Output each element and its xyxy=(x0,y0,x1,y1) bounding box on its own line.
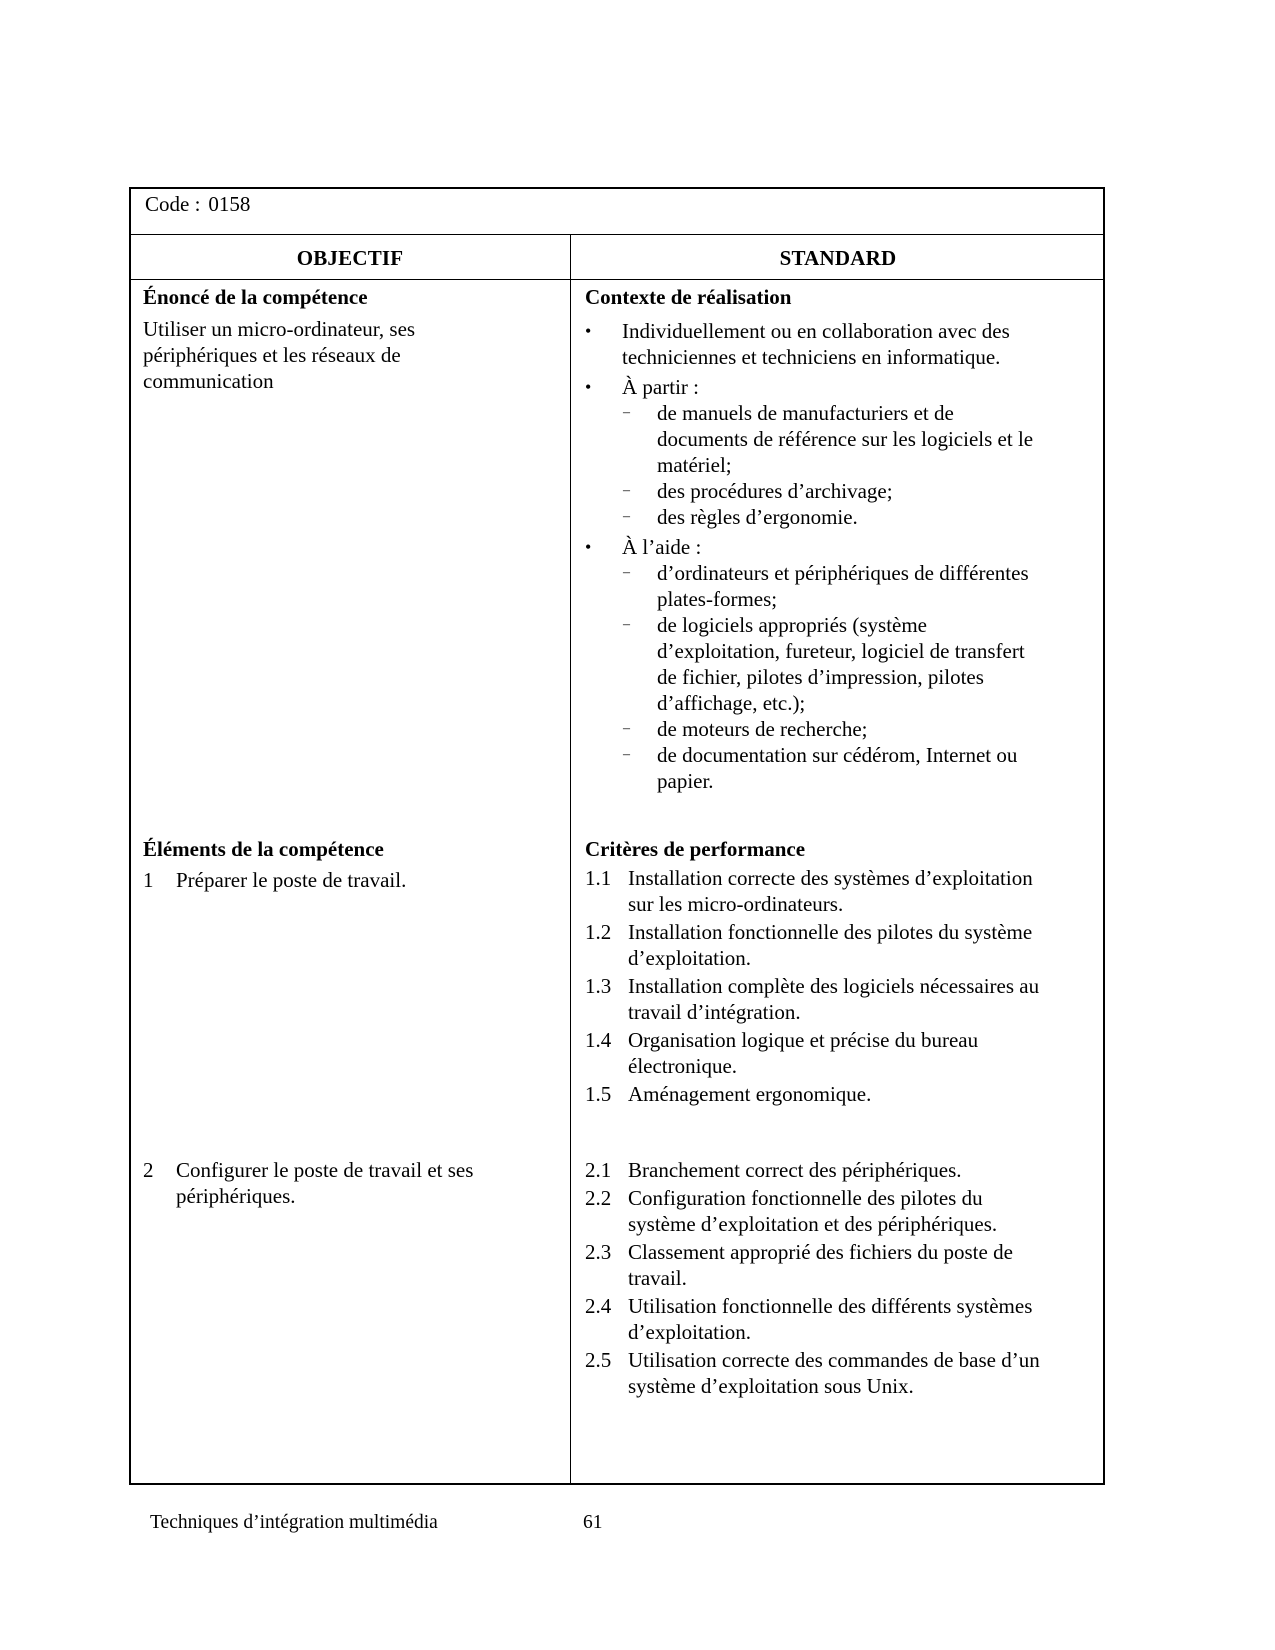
sub-line: plates-formes; xyxy=(657,587,778,611)
critere-line: sur les micro-ordinateurs. xyxy=(628,892,844,916)
criteres-group-2 xyxy=(585,1157,1100,1399)
sub-list xyxy=(622,560,1095,794)
criteres-group-1 xyxy=(585,865,1100,1107)
critere-item xyxy=(585,1027,1100,1079)
dash-icon: – xyxy=(623,509,630,524)
critere-line: d’exploitation. xyxy=(628,946,752,970)
critere-line: d’exploitation. xyxy=(628,1320,752,1344)
sub-item xyxy=(622,504,1095,530)
critere-line: système d’exploitation et des périphériques. xyxy=(628,1212,998,1236)
critere-number: 1.4 xyxy=(585,1028,612,1052)
critere-item xyxy=(585,1157,1100,1183)
element-line: Préparer le poste de travail. xyxy=(176,868,407,892)
footer-program-title: Techniques d’intégration multimédia xyxy=(150,1512,438,1533)
dash-icon: – xyxy=(623,405,630,420)
element-item xyxy=(143,867,563,893)
page-number: 61 xyxy=(583,1512,603,1533)
code-label: Code : xyxy=(145,192,201,216)
sub-line: matériel; xyxy=(657,453,732,477)
bullet-line: À partir : xyxy=(622,375,699,399)
bullet-line: Individuellement ou en collaboration avec des xyxy=(622,319,1010,343)
enonce-title: Énoncé de la compétence xyxy=(143,285,368,309)
sub-line: papier. xyxy=(657,769,714,793)
critere-item xyxy=(585,1347,1100,1399)
critere-item xyxy=(585,1293,1100,1345)
critere-line: Utilisation correcte des commandes de base d’un xyxy=(628,1348,1040,1372)
critere-line: Configuration fonctionnelle des pilotes du xyxy=(628,1186,983,1210)
critere-line: travail d’intégration. xyxy=(628,1000,801,1024)
contexte-bullet xyxy=(585,318,1095,370)
critere-number: 2.1 xyxy=(585,1158,612,1182)
sub-line: de documentation sur cédérom, Internet ou xyxy=(657,743,1018,767)
critere-number: 2.2 xyxy=(585,1186,612,1210)
critere-line: système d’exploitation sous Unix. xyxy=(628,1374,914,1398)
critere-number: 1.3 xyxy=(585,974,612,998)
bullet-line: techniciennes et techniciens en informatique. xyxy=(622,345,1001,369)
enonce-section xyxy=(143,284,563,394)
sub-line: d’affichage, etc.); xyxy=(657,691,806,715)
bullet-icon: • xyxy=(585,537,592,557)
enonce-line: communication xyxy=(143,369,274,393)
sub-line: de manuels de manufacturiers et de xyxy=(657,401,954,425)
sub-item xyxy=(622,612,1095,716)
enonce-line: périphériques et les réseaux de xyxy=(143,343,401,367)
critere-line: Utilisation fonctionnelle des différents systèmes xyxy=(628,1294,1033,1318)
element-number: 2 xyxy=(143,1158,154,1182)
sub-line: de fichier, pilotes d’impression, pilotes xyxy=(657,665,984,689)
critere-number: 1.2 xyxy=(585,920,612,944)
critere-item xyxy=(585,865,1100,917)
sub-line: de logiciels appropriés (système xyxy=(657,613,928,637)
standard-header: STANDARD xyxy=(779,246,897,270)
enonce-line: Utiliser un micro-ordinateur, ses xyxy=(143,317,416,341)
critere-item xyxy=(585,1239,1100,1291)
critere-line: Branchement correct des périphériques. xyxy=(628,1158,962,1182)
elements-section-2 xyxy=(143,1157,563,1209)
sub-list xyxy=(622,400,1095,530)
sub-item xyxy=(622,560,1095,612)
critere-line: Installation correcte des systèmes d’exploitation xyxy=(628,866,1033,890)
objectif-header: OBJECTIF xyxy=(296,246,404,270)
sub-line: des procédures d’archivage; xyxy=(657,479,893,503)
sub-item xyxy=(622,478,1095,504)
dash-icon: – xyxy=(623,747,630,762)
critere-number: 1.5 xyxy=(585,1082,612,1106)
critere-item xyxy=(585,919,1100,971)
column-divider xyxy=(570,235,571,1485)
contexte-section xyxy=(585,284,1095,794)
critere-number: 1.1 xyxy=(585,866,612,890)
critere-line: Installation fonctionnelle des pilotes du système xyxy=(628,920,1033,944)
enonce-text xyxy=(143,316,563,394)
critere-line: électronique. xyxy=(628,1054,738,1078)
sub-line: d’exploitation, fureteur, logiciel de transfert xyxy=(657,639,1025,663)
element-item xyxy=(143,1157,563,1209)
sub-item xyxy=(622,742,1095,794)
critere-line: travail. xyxy=(628,1266,687,1290)
criteres-title: Critères de performance xyxy=(585,837,806,861)
bullet-icon: • xyxy=(585,321,592,341)
critere-line: Organisation logique et précise du bureau xyxy=(628,1028,979,1052)
element-line: périphériques. xyxy=(176,1184,296,1208)
critere-item xyxy=(585,973,1100,1025)
critere-item xyxy=(585,1185,1100,1237)
dash-icon: – xyxy=(623,721,630,736)
critere-number: 2.4 xyxy=(585,1294,612,1318)
contexte-bullet xyxy=(585,534,1095,794)
sub-line: des règles d’ergonomie. xyxy=(657,505,858,529)
elements-section xyxy=(143,836,563,893)
critere-line: Classement approprié des fichiers du poste de xyxy=(628,1240,1013,1264)
bullet-line: À l’aide : xyxy=(622,535,702,559)
element-line: Configurer le poste de travail et ses xyxy=(176,1158,474,1182)
dash-icon: – xyxy=(623,617,630,632)
sub-item xyxy=(622,716,1095,742)
dash-icon: – xyxy=(623,565,630,580)
sub-line: de moteurs de recherche; xyxy=(657,717,868,741)
criteres-section xyxy=(585,836,1100,1107)
bullet-icon: • xyxy=(585,377,592,397)
contexte-list xyxy=(585,318,1095,794)
critere-line: Installation complète des logiciels nécessaires au xyxy=(628,974,1040,998)
elements-title: Éléments de la compétence xyxy=(143,837,384,861)
sub-line: documents de référence sur les logiciels et le xyxy=(657,427,1034,451)
critere-number: 2.3 xyxy=(585,1240,612,1264)
sub-line: d’ordinateurs et périphériques de différentes xyxy=(657,561,1029,585)
dash-icon: – xyxy=(623,483,630,498)
critere-number: 2.5 xyxy=(585,1348,612,1372)
code-field xyxy=(145,187,250,235)
contexte-bullet xyxy=(585,374,1095,530)
critere-line: Aménagement ergonomique. xyxy=(628,1082,872,1106)
code-value: 0158 xyxy=(208,192,251,216)
element-number: 1 xyxy=(143,868,154,892)
sub-item xyxy=(622,400,1095,478)
critere-item xyxy=(585,1081,1100,1107)
contexte-title: Contexte de réalisation xyxy=(585,285,792,309)
